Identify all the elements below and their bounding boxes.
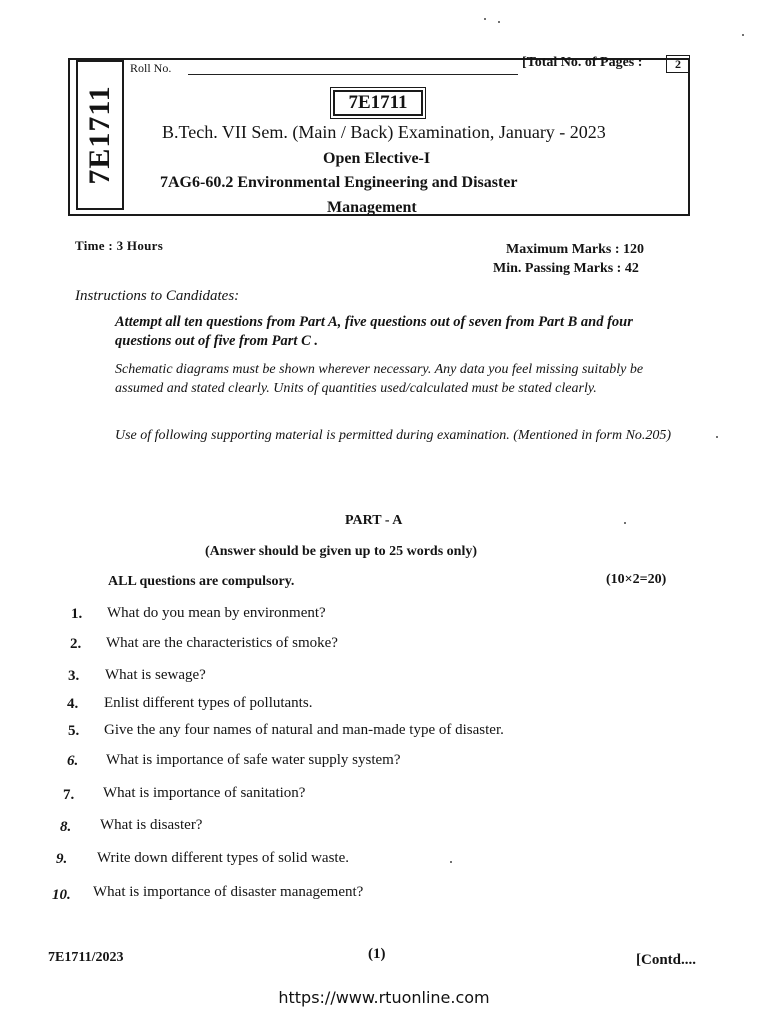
question-number: 7.: [63, 787, 75, 803]
total-pages-value: 2: [666, 55, 690, 73]
marks-scheme: (10×2=20): [606, 572, 667, 587]
roll-number-line: [188, 74, 518, 75]
paper-code: 7E1711: [333, 90, 423, 116]
instructions-title: Instructions to Candidates:: [75, 288, 240, 304]
footer-paper-code: 7E1711/2023: [48, 950, 124, 965]
question-number: 1.: [71, 606, 83, 622]
source-url[interactable]: https://www.rtuonline.com: [278, 988, 490, 1007]
question-number: 8.: [60, 819, 72, 835]
question-text: What is importance of disaster management?: [93, 884, 364, 900]
total-pages-label: [Total No. of Pages :: [522, 55, 643, 70]
question-text: What do you mean by environment?: [107, 605, 326, 621]
scan-speck: [716, 436, 718, 438]
question-text: Enlist different types of pollutants.: [104, 695, 313, 711]
question-number: 3.: [68, 668, 80, 684]
question-number: 10.: [52, 887, 71, 903]
side-paper-code: 7E1711: [83, 85, 116, 185]
scan-speck: [484, 18, 486, 20]
question-number: 9.: [56, 851, 68, 867]
scan-speck: [624, 522, 626, 524]
question-text: What are the characteristics of smoke?: [106, 635, 338, 651]
question-text: What is importance of safe water supply system?: [106, 752, 401, 768]
question-text: What is disaster?: [100, 817, 203, 833]
exam-duration: Time : 3 Hours: [75, 238, 164, 253]
instruction-item: Schematic diagrams must be shown wherever necessary. Any data you feel missing suitably be assumed and stated clearly. Units of quantities used/calculated must be stated clearly.: [115, 362, 644, 396]
question-text: What is sewage?: [105, 667, 206, 683]
question-text: What is importance of sanitation?: [103, 785, 306, 801]
question-number: 2.: [70, 636, 82, 652]
question-number: 4.: [67, 696, 79, 712]
question-number: 5.: [68, 723, 80, 739]
scan-speck: [498, 21, 500, 23]
continued-note: [Contd....: [636, 952, 697, 968]
min-passing-marks: Min. Passing Marks : 42: [493, 261, 639, 276]
question-text: Write down different types of solid waste.: [97, 850, 349, 866]
exam-title: B.Tech. VII Sem. (Main / Back) Examination, January - 2023: [162, 122, 606, 142]
instruction-item: Use of following supporting material is permitted during examination. (Mentioned in form No.205): [115, 428, 672, 443]
subject-title-line-1: 7AG6-60.2 Environmental Engineering and Disaster: [160, 174, 518, 191]
compulsory-note: ALL questions are compulsory.: [108, 574, 295, 589]
answer-length-note: (Answer should be given up to 25 words only): [205, 544, 478, 559]
part-a-title: PART - A: [345, 513, 403, 528]
page-number: (1): [368, 946, 386, 962]
scan-speck: [742, 34, 744, 36]
question-text: Give the any four names of natural and man-made type of disaster.: [104, 722, 504, 738]
maximum-marks: Maximum Marks : 120: [506, 242, 645, 257]
subject-title-line-2: Management: [327, 199, 417, 216]
elective-name: Open Elective-I: [323, 150, 431, 167]
instruction-item: Attempt all ten questions from Part A, five questions out of seven from Part B and four questions out of five from Part C .: [115, 314, 633, 349]
roll-number-label: Roll No.: [130, 61, 172, 75]
question-number: 6.: [67, 753, 79, 769]
scan-speck: [450, 861, 452, 863]
